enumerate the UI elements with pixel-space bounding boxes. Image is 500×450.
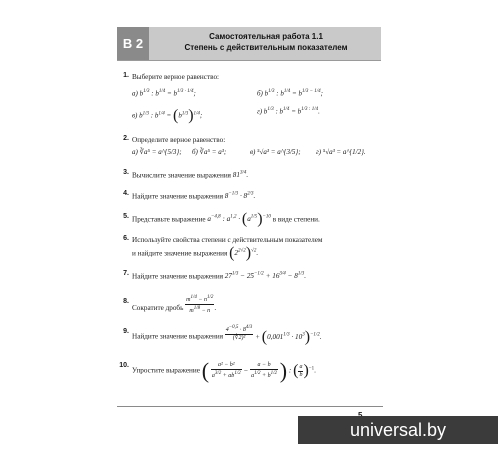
- task-text-label: Вычислите значение выражения: [132, 171, 231, 180]
- task-number: 8.: [123, 298, 129, 305]
- header-bar: [117, 27, 381, 61]
- fraction-3: $\frac{a}{b}$: [299, 363, 303, 378]
- task-text-tail: в виде степени.: [272, 215, 320, 224]
- task-text: [132, 325, 322, 346]
- task-text: Упростите выражение ( $\frac{\text{a² − b²}}{a^{3/2} + ab^{1/2}}$ − $\frac{a - b}{a^{1/2} + b^{1/2}}$ ) : ( $\frac{a}{b}$ )$^{-1}$.: [132, 358, 316, 383]
- task-1: [119, 72, 381, 124]
- option-a: а) ∛a⁵ = a^{5/3};: [132, 148, 182, 156]
- title-line-1: Самостоятельная работа 1.1: [209, 32, 323, 41]
- task-text: [132, 270, 306, 281]
- task-text-line-2: [132, 244, 259, 262]
- task-text-label: Представьте выражение: [132, 215, 206, 224]
- task-text: [132, 169, 248, 180]
- task-text: Используйте свойства степени с действительным показателем: [132, 236, 323, 244]
- expression: $(2^{2√2})^{√2}$.: [229, 244, 259, 262]
- numerator: a² − b²: [211, 362, 242, 370]
- task-number: 10.: [119, 362, 129, 369]
- denominator: $a^{3/2} + ab^{1/2}$: [211, 371, 241, 379]
- task-number: 7.: [123, 270, 129, 277]
- task-2: [119, 135, 381, 165]
- denominator: $m^{1/8} - n$: [189, 306, 211, 314]
- expression: $81^{3/4}$.: [232, 171, 249, 180]
- option-c: в) $b^{1/3}$ : $b^{1/4} = (b^{1/3})^{1/4}$;: [132, 107, 203, 124]
- numerator: a − b: [250, 362, 278, 370]
- fraction: [185, 294, 214, 315]
- task-text-label: Сократите дробь: [132, 304, 184, 313]
- task-text-label: Найдите значение выражения: [132, 272, 223, 281]
- option-d: г) $b^{1/3}$ : $b^{1/4} = b^{1/3 : 1/4}$.: [257, 107, 320, 116]
- option-b: б) ∛a⁵ = a³;: [192, 148, 227, 156]
- task-text-label: и найдите значение выражения: [132, 249, 228, 258]
- task-text-label: Найдите значение выражения: [132, 192, 223, 201]
- task-number: 5.: [123, 213, 129, 220]
- task-text: [132, 190, 255, 201]
- title-line-2: Степень с действительным показателем: [184, 43, 348, 52]
- task-number: 4.: [123, 190, 129, 197]
- task-text: Выберите верное равенство:: [132, 73, 220, 81]
- task-text-label: Упростите выражение: [132, 366, 200, 375]
- denominator: $a^{1/2} + b^{1/2}$: [251, 371, 277, 379]
- footer-rule: [117, 406, 383, 407]
- expression: + $(0,001^{1/3} \cdot 10^3)^{-1/2}$.: [255, 328, 322, 345]
- numerator: $m^{1/4} - n^{1/2}$: [186, 295, 214, 303]
- task-text: Сократите дробь $\frac{m^{1/4} - n^{1/2}}{m^{1/8} - n}$ .: [132, 295, 217, 314]
- numerator: $4^{-0,5} \cdot 8^{4/3}$: [225, 325, 253, 333]
- fraction: [225, 324, 254, 342]
- option-a: а) $b^{1/3}$ : $b^{1/4} = b^{1/3 \cdot 1/4}$;: [132, 89, 196, 98]
- task-number: 9.: [123, 328, 129, 335]
- task-text: [132, 210, 320, 228]
- task-number: 3.: [123, 169, 129, 176]
- task-text-label: Найдите значение выражения: [132, 332, 223, 341]
- option-d: г) ⁵√a³ = a^{1/2}.: [316, 148, 366, 156]
- task-number: 6.: [123, 235, 129, 242]
- expression: $27^{1/3} - 25^{-1/2} + 16^{3/4} - 8^{1/3}$.: [224, 272, 307, 281]
- task-number: 1.: [123, 72, 129, 79]
- fraction-2: [250, 362, 278, 380]
- task-number: 2.: [123, 135, 129, 142]
- task-text: Определите верное равенство:: [132, 136, 226, 144]
- worksheet-title: [155, 31, 377, 53]
- option-b: б) $b^{1/3}$ : $b^{1/4} = b^{1/3 - 1/4}$;: [257, 89, 323, 98]
- denominator: (∜2)²: [232, 335, 246, 341]
- expression: $8^{-1/3} \cdot 8^{2/3}$.: [224, 192, 256, 201]
- expression: $a^{-4,8}$ : $a^{1,2} \cdot (a^{1/5})^{-10}$: [207, 210, 271, 228]
- fraction-1: [211, 362, 242, 380]
- option-c: в) ⁵√a³ = a^{3/5};: [250, 148, 301, 156]
- variant-badge: В 2: [117, 27, 149, 60]
- watermark: universal.by: [298, 416, 498, 444]
